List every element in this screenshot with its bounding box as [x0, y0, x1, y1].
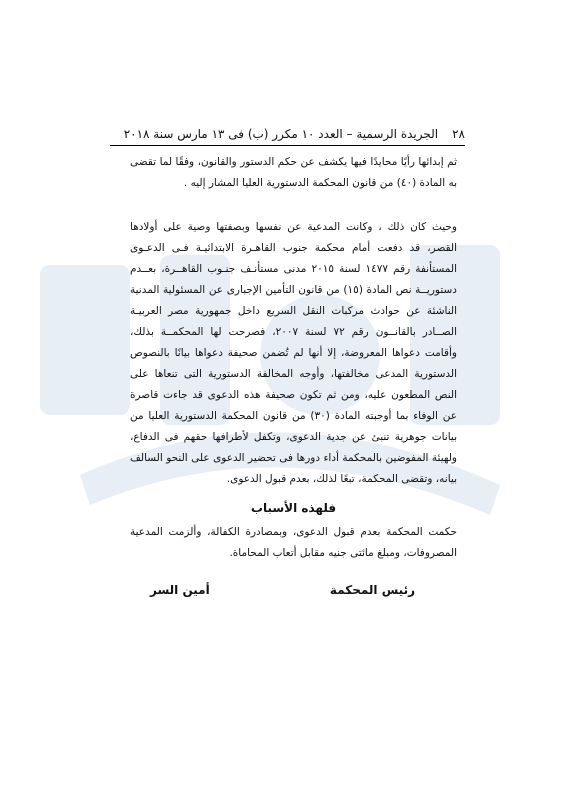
header-divider: [110, 145, 465, 146]
secretary-signature: أمين السر: [150, 583, 210, 597]
gazette-title: الجريدة الرسمية – العدد ١٠ مكرر (ب) فى ١٣ مارس سنة ٢٠١٨: [123, 127, 439, 141]
signature-block: [150, 583, 415, 597]
page-header: [110, 124, 465, 144]
reasons-heading: فلهذه الأسباب: [250, 501, 337, 515]
court-president-signature: رئيس المحكمة: [329, 583, 415, 597]
ruling-paragraph: حكمت المحكمة بعدم قبول الدعوى، وبمصادرة الكفالة، وألزمت المدعية المصروفات، ومبلغ مائتى جنيه مقابل أتعاب المحاماة.: [130, 526, 457, 559]
paragraph-reasoning: وحيث كان ذلك ، وكانت المدعية عن نفسها وبصفتها وصية على أولادها القصر، قد دفعت أمام محكمة جنوب القاهـرة الابتدائيـة فـى الدعـوى المستأنفة رقم ١٤٧٧ لسنة ٢٠١٥ مدنى مستأنـف جنـوب القاهــرة، بعــدم دستوريــة نص المادة (١٥) من قانون التأمين الإجبارى عن المسئولية المدنية الناشئة عن حوادث مركبات النقل السريع داخل جمهورية مصر العربيـة الصــادر بالقانــون رقم ٧٢ لسنة ٢٠٠٧، فصرحت لها المحكمــة بذلك، وأقامت دعواها المعروضة، إلا أنها لم تُضمن صحيفة دعواها بيانًا بالنصوص الدستورية المدعى مخالفتها، وأوجه المخالفة الدستورية التى تنعاها على النص المطعون عليه، ومن ثم تكون صحيفة هذه الدعوى قد جاءت قاصرة عن الوفاء بما أوجبته المادة (٣٠) من قانون المحكمة الدستورية العليا من بيانات جوهرية تنبئ عن جدية الدعوى، وتكفل لأطرافها حقهم فى الدفاع، ولهيئة المفوضين بالمحكمة أداء دورها فى تحضير الدعوى على النحو السالف بيانه، وتقضى المحكمة، تبعًا لذلك، بعدم قبول الدعوى.: [130, 221, 458, 485]
paragraph-continuation: ثم إبدائها رأيًا محايدًا فيها يكشف عن حكم الدستور والقانون، وفقًا لما تقضى به المادة (٤٠) من قانون المحكمة الدستورية العليا المشار إليه .: [130, 156, 457, 189]
page-number: ٢٨: [452, 127, 465, 141]
document-body: [130, 152, 457, 564]
